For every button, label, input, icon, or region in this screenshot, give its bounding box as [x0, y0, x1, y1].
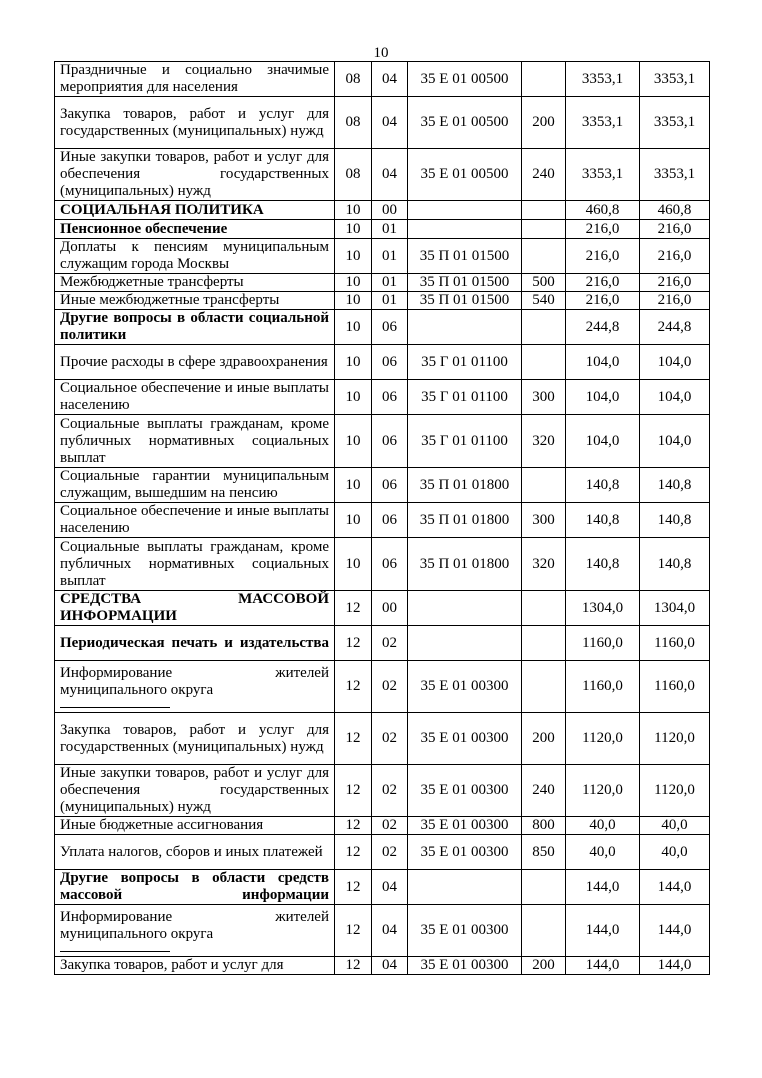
row-name-text: Доплаты к пенсиям муниципальным служащим города Москвы — [60, 239, 329, 272]
row-sum-year1: 40,0 — [566, 835, 640, 870]
row-sum-year2: 144,0 — [640, 905, 710, 957]
row-name-text: Праздничные и социально значимые мероприятия для населения — [60, 62, 329, 95]
row-target-article: 35 Е 01 00300 — [408, 661, 522, 713]
table-row — [55, 835, 710, 870]
row-name-text: Закупка товаров, работ и услуг для государственных (муниципальных) нужд — [60, 721, 329, 755]
row-name — [55, 201, 335, 220]
row-sum-year1: 460,8 — [566, 201, 640, 220]
row-podrazdel: 02 — [372, 835, 408, 870]
table-row — [55, 870, 710, 905]
row-sum-year1: 144,0 — [566, 870, 640, 905]
table-row — [55, 905, 710, 957]
table-row — [55, 310, 710, 345]
row-name — [55, 905, 335, 957]
row-sum-year1: 1120,0 — [566, 713, 640, 765]
row-razdel: 10 — [335, 538, 372, 591]
row-sum-year2: 1304,0 — [640, 591, 710, 626]
table-row — [55, 380, 710, 415]
row-target-article: 35 П 01 01500 — [408, 292, 522, 310]
row-name — [55, 626, 335, 661]
blank-underline — [60, 943, 170, 952]
row-expense-type — [522, 62, 566, 97]
row-sum-year1: 3353,1 — [566, 62, 640, 97]
row-target-article: 35 П 01 01500 — [408, 274, 522, 292]
row-podrazdel: 06 — [372, 415, 408, 468]
row-name-text: Социальные выплаты гражданам, кроме публичных нормативных социальных выплат — [60, 538, 329, 589]
row-razdel: 10 — [335, 201, 372, 220]
row-razdel: 12 — [335, 870, 372, 905]
row-expense-type: 240 — [522, 765, 566, 817]
row-expense-type: 320 — [522, 415, 566, 468]
row-target-article: 35 Е 01 00500 — [408, 149, 522, 201]
row-name — [55, 220, 335, 239]
row-podrazdel: 00 — [372, 591, 408, 626]
row-sum-year1: 216,0 — [566, 239, 640, 274]
row-sum-year2: 1160,0 — [640, 661, 710, 713]
table-row — [55, 957, 710, 975]
row-podrazdel: 00 — [372, 201, 408, 220]
row-expense-type — [522, 870, 566, 905]
row-sum-year1: 104,0 — [566, 415, 640, 468]
row-name-text: Межбюджетные трансферты — [60, 274, 244, 290]
row-sum-year2: 144,0 — [640, 957, 710, 975]
row-podrazdel: 02 — [372, 817, 408, 835]
row-razdel: 12 — [335, 765, 372, 817]
row-podrazdel: 04 — [372, 149, 408, 201]
row-name — [55, 62, 335, 97]
row-expense-type: 540 — [522, 292, 566, 310]
row-sum-year1: 104,0 — [566, 345, 640, 380]
row-expense-type — [522, 239, 566, 274]
row-name — [55, 149, 335, 201]
row-sum-year1: 1304,0 — [566, 591, 640, 626]
row-sum-year2: 40,0 — [640, 817, 710, 835]
row-target-article — [408, 220, 522, 239]
row-sum-year2: 244,8 — [640, 310, 710, 345]
row-name — [55, 503, 335, 538]
row-target-article: 35 Е 01 00500 — [408, 62, 522, 97]
table-row — [55, 220, 710, 239]
row-expense-type: 850 — [522, 835, 566, 870]
row-target-article: 35 Е 01 00300 — [408, 817, 522, 835]
row-name — [55, 957, 335, 975]
row-name-text: Закупка товаров, работ и услуг для — [60, 957, 284, 973]
row-razdel: 10 — [335, 239, 372, 274]
row-name — [55, 870, 335, 905]
row-sum-year2: 140,8 — [640, 503, 710, 538]
row-name-text: Иные закупки товаров, работ и услуг для обеспечения государственных (муниципальных) нужд — [60, 765, 329, 815]
row-sum-year1: 104,0 — [566, 380, 640, 415]
row-target-article: 35 Е 01 00300 — [408, 713, 522, 765]
row-name-text: Закупка товаров, работ и услуг для государственных (муниципальных) нужд — [60, 105, 329, 139]
row-podrazdel: 01 — [372, 292, 408, 310]
row-sum-year2: 104,0 — [640, 415, 710, 468]
row-name-text: Уплата налогов, сборов и иных платежей — [60, 843, 323, 860]
row-expense-type: 200 — [522, 713, 566, 765]
row-podrazdel: 02 — [372, 626, 408, 661]
row-name — [55, 765, 335, 817]
row-sum-year2: 216,0 — [640, 220, 710, 239]
row-sum-year1: 3353,1 — [566, 149, 640, 201]
row-sum-year1: 140,8 — [566, 468, 640, 503]
row-podrazdel: 01 — [372, 239, 408, 274]
row-razdel: 10 — [335, 468, 372, 503]
row-name — [55, 292, 335, 310]
row-expense-type — [522, 905, 566, 957]
row-name — [55, 591, 335, 626]
row-name-text: Другие вопросы в области средств массовой информации — [60, 870, 329, 903]
row-name-text: Пенсионное обеспечение — [60, 220, 228, 237]
row-target-article: 35 П 01 01500 — [408, 239, 522, 274]
row-razdel: 10 — [335, 220, 372, 239]
row-sum-year2: 1120,0 — [640, 765, 710, 817]
row-sum-year1: 144,0 — [566, 957, 640, 975]
row-razdel: 12 — [335, 835, 372, 870]
row-sum-year2: 216,0 — [640, 239, 710, 274]
row-expense-type — [522, 310, 566, 345]
row-expense-type — [522, 591, 566, 626]
row-target-article: 35 Е 01 00500 — [408, 97, 522, 149]
row-podrazdel: 06 — [372, 503, 408, 538]
row-name-text: Социальное обеспечение и иные выплаты населению — [60, 503, 329, 536]
row-podrazdel: 06 — [372, 310, 408, 345]
row-target-article — [408, 310, 522, 345]
table-row — [55, 149, 710, 201]
table-row — [55, 538, 710, 591]
row-razdel: 12 — [335, 817, 372, 835]
row-razdel: 12 — [335, 905, 372, 957]
table-row — [55, 274, 710, 292]
row-razdel: 08 — [335, 62, 372, 97]
row-target-article: 35 Г 01 01100 — [408, 415, 522, 468]
row-sum-year1: 216,0 — [566, 292, 640, 310]
row-sum-year2: 140,8 — [640, 468, 710, 503]
row-target-article — [408, 591, 522, 626]
row-podrazdel: 06 — [372, 538, 408, 591]
table-row — [55, 591, 710, 626]
row-target-article: 35 П 01 01800 — [408, 468, 522, 503]
row-sum-year1: 1120,0 — [566, 765, 640, 817]
row-podrazdel: 06 — [372, 380, 408, 415]
row-target-article: 35 П 01 01800 — [408, 503, 522, 538]
row-expense-type: 300 — [522, 380, 566, 415]
row-target-article — [408, 626, 522, 661]
row-expense-type — [522, 345, 566, 380]
row-name-text: СОЦИАЛЬНАЯ ПОЛИТИКА — [60, 201, 264, 218]
row-name-text: Информирование жителей муниципального округа — [60, 665, 329, 698]
row-target-article — [408, 870, 522, 905]
row-podrazdel: 04 — [372, 62, 408, 97]
row-podrazdel: 04 — [372, 905, 408, 957]
row-razdel: 10 — [335, 503, 372, 538]
row-sum-year2: 1160,0 — [640, 626, 710, 661]
row-sum-year2: 3353,1 — [640, 97, 710, 149]
row-sum-year2: 144,0 — [640, 870, 710, 905]
row-razdel: 10 — [335, 415, 372, 468]
row-name — [55, 713, 335, 765]
table-row — [55, 765, 710, 817]
row-sum-year2: 216,0 — [640, 274, 710, 292]
row-sum-year1: 1160,0 — [566, 661, 640, 713]
row-expense-type — [522, 626, 566, 661]
row-sum-year1: 216,0 — [566, 220, 640, 239]
row-name-text: Периодическая печать и издательства — [60, 634, 329, 651]
table-row — [55, 201, 710, 220]
row-target-article: 35 Е 01 00300 — [408, 765, 522, 817]
row-expense-type: 500 — [522, 274, 566, 292]
row-podrazdel: 02 — [372, 661, 408, 713]
row-name — [55, 415, 335, 468]
row-razdel: 12 — [335, 957, 372, 975]
row-name-text: Иные межбюджетные трансферты — [60, 292, 280, 308]
row-name-text: Информирование жителей муниципального округа — [60, 909, 329, 942]
row-sum-year2: 3353,1 — [640, 62, 710, 97]
row-sum-year1: 216,0 — [566, 274, 640, 292]
row-expense-type: 240 — [522, 149, 566, 201]
row-name — [55, 97, 335, 149]
row-razdel: 10 — [335, 380, 372, 415]
blank-underline — [60, 699, 170, 708]
row-target-article: 35 Г 01 01100 — [408, 380, 522, 415]
row-name-text: Другие вопросы в области социальной политики — [60, 310, 329, 343]
row-name-text: Социальные выплаты гражданам, кроме публичных нормативных социальных выплат — [60, 415, 329, 466]
row-podrazdel: 04 — [372, 870, 408, 905]
row-target-article: 35 П 01 01800 — [408, 538, 522, 591]
row-target-article: 35 Г 01 01100 — [408, 345, 522, 380]
row-razdel: 10 — [335, 310, 372, 345]
row-podrazdel: 06 — [372, 468, 408, 503]
row-sum-year1: 140,8 — [566, 503, 640, 538]
row-razdel: 10 — [335, 274, 372, 292]
table-row — [55, 468, 710, 503]
row-podrazdel: 02 — [372, 765, 408, 817]
row-name — [55, 661, 335, 713]
row-expense-type: 320 — [522, 538, 566, 591]
row-sum-year1: 40,0 — [566, 817, 640, 835]
table-row — [55, 97, 710, 149]
row-expense-type: 800 — [522, 817, 566, 835]
row-sum-year2: 216,0 — [640, 292, 710, 310]
table-row — [55, 626, 710, 661]
table-row — [55, 292, 710, 310]
row-sum-year1: 144,0 — [566, 905, 640, 957]
row-name — [55, 817, 335, 835]
table-row — [55, 661, 710, 713]
row-target-article: 35 Е 01 00300 — [408, 905, 522, 957]
row-podrazdel: 01 — [372, 220, 408, 239]
row-sum-year1: 1160,0 — [566, 626, 640, 661]
row-name — [55, 380, 335, 415]
row-podrazdel: 04 — [372, 957, 408, 975]
table-row — [55, 817, 710, 835]
table-row — [55, 415, 710, 468]
row-expense-type: 300 — [522, 503, 566, 538]
row-sum-year2: 104,0 — [640, 345, 710, 380]
row-razdel: 12 — [335, 626, 372, 661]
table-row — [55, 503, 710, 538]
row-podrazdel: 04 — [372, 97, 408, 149]
row-name — [55, 835, 335, 870]
row-razdel: 08 — [335, 97, 372, 149]
row-name — [55, 468, 335, 503]
row-expense-type: 200 — [522, 97, 566, 149]
row-name — [55, 345, 335, 380]
row-expense-type — [522, 220, 566, 239]
row-name-text: Социальное обеспечение и иные выплаты населению — [60, 380, 329, 413]
row-expense-type — [522, 201, 566, 220]
row-expense-type — [522, 661, 566, 713]
row-sum-year2: 140,8 — [640, 538, 710, 591]
row-sum-year2: 104,0 — [640, 380, 710, 415]
row-sum-year1: 140,8 — [566, 538, 640, 591]
table-row — [55, 345, 710, 380]
budget-table — [54, 61, 710, 975]
row-expense-type — [522, 468, 566, 503]
table-row — [55, 713, 710, 765]
row-razdel: 12 — [335, 661, 372, 713]
row-podrazdel: 06 — [372, 345, 408, 380]
row-target-article: 35 Е 01 00300 — [408, 957, 522, 975]
row-podrazdel: 01 — [372, 274, 408, 292]
row-name-text: СРЕДСТВА МАССОВОЙ ИНФОРМАЦИИ — [60, 591, 329, 624]
row-sum-year2: 3353,1 — [640, 149, 710, 201]
row-name-text: Социальные гарантии муниципальным служащим, вышедшим на пенсию — [60, 468, 329, 501]
row-target-article — [408, 201, 522, 220]
row-name — [55, 310, 335, 345]
row-sum-year1: 244,8 — [566, 310, 640, 345]
row-razdel: 08 — [335, 149, 372, 201]
row-razdel: 12 — [335, 713, 372, 765]
row-sum-year2: 40,0 — [640, 835, 710, 870]
row-name-text: Прочие расходы в сфере здравоохранения — [60, 353, 328, 370]
row-podrazdel: 02 — [372, 713, 408, 765]
budget-table-body — [55, 62, 710, 975]
row-sum-year2: 460,8 — [640, 201, 710, 220]
row-sum-year1: 3353,1 — [566, 97, 640, 149]
row-target-article: 35 Е 01 00300 — [408, 835, 522, 870]
row-name-text: Иные бюджетные ассигнования — [60, 817, 264, 833]
table-row — [55, 239, 710, 274]
row-razdel: 10 — [335, 292, 372, 310]
row-name — [55, 274, 335, 292]
page-number: 10 — [373, 45, 389, 61]
row-expense-type: 200 — [522, 957, 566, 975]
table-row — [55, 62, 710, 97]
row-razdel: 12 — [335, 591, 372, 626]
row-name — [55, 538, 335, 591]
row-name-text: Иные закупки товаров, работ и услуг для обеспечения государственных (муниципальных) нужд — [60, 149, 329, 199]
row-razdel: 10 — [335, 345, 372, 380]
row-name — [55, 239, 335, 274]
row-sum-year2: 1120,0 — [640, 713, 710, 765]
